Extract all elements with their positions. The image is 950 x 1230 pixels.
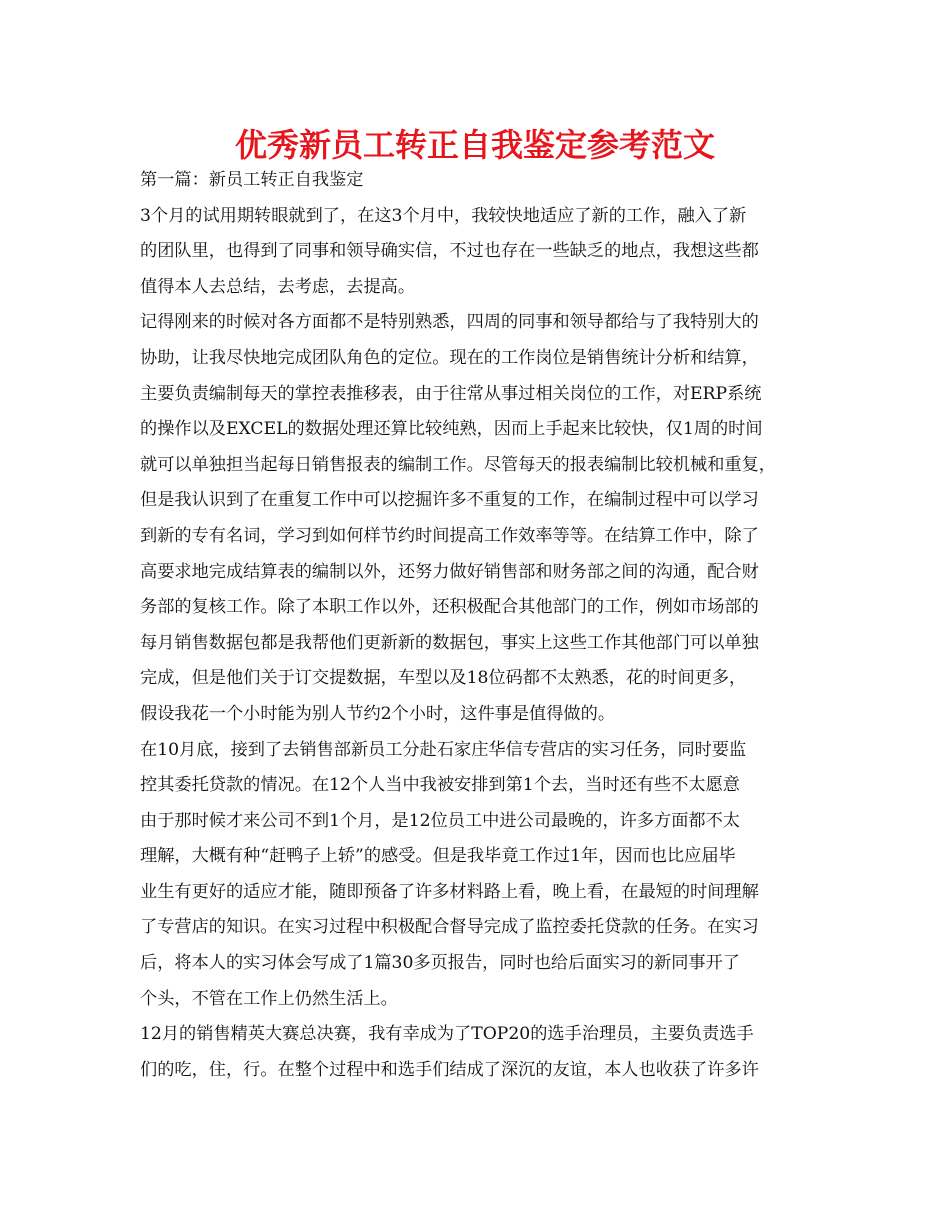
text-line: 理解，大概有种“赶鸭子上轿”的感受。但是我毕竟工作过1年，因而也比应届毕 [140, 846, 736, 867]
text-line: 主要负责编制每天的掌控表推移表，由于往常从事过相关岗位的工作，对ERP系统 [140, 383, 762, 404]
text-line: 控其委托贷款的情况。在12个人当中我被安排到第1个去，当时还有些不太愿意 [140, 775, 740, 796]
text-line: 的团队里，也得到了同事和领导确实信，不过也存在一些缺乏的地点，我想这些都 [140, 241, 759, 262]
text-line: 后，将本人的实习体会写成了1篇30多页报告，同时也给后面实习的新同事开了 [140, 953, 740, 974]
text-line: 了专营店的知识。在实习过程中积极配合督导完成了监控委托贷款的任务。在实习 [140, 917, 759, 938]
text-line: 每月销售数据包都是我帮他们更新新的数据包，事实上这些工作其他部门可以单独 [140, 632, 759, 653]
text-line: 假设我花一个小时能为别人节约2个小时，这件事是值得做的。 [140, 703, 616, 724]
document-body [140, 163, 820, 1088]
text-line: 到新的专有名词，学习到如何样节约时间提高工作效率等等。在结算工作中，除了 [140, 525, 759, 546]
text-line: 记得刚来的时候对各方面都不是特别熟悉，四周的同事和领导都给与了我特别大的 [140, 312, 759, 333]
text-line: 在10月底，接到了去销售部新员工分赴石家庄华信专营店的实习任务，同时要监 [140, 739, 747, 760]
text-line: 但是我认识到了在重复工作中可以挖掘许多不重复的工作，在编制过程中可以学习 [140, 490, 759, 511]
text-line: 协助，让我尽快地完成团队角色的定位。现在的工作岗位是销售统计分析和结算， [140, 347, 759, 368]
text-line: 们的吃，住，行。在整个过程中和选手们结成了深沉的友谊，本人也收获了许多许 [140, 1059, 759, 1080]
text-line: 务部的复核工作。除了本职工作以外，还积极配合其他部门的工作，例如市场部的 [140, 597, 759, 618]
text-line: 高要求地完成结算表的编制以外，还努力做好销售部和财务部之间的沟通，配合财 [140, 561, 759, 582]
text-line: 个头，不管在工作上仍然生活上。 [140, 988, 398, 1009]
text-line: 就可以单独担当起每日销售报表的编制工作。尽管每天的报表编制比较机械和重复， [140, 454, 776, 475]
text-line: 业生有更好的适应才能，随即预备了许多材料路上看，晚上看，在最短的时间理解 [140, 881, 759, 902]
text-line: 3个月的试用期转眼就到了，在这3个月中，我较快地适应了新的工作，融入了新 [140, 205, 747, 226]
document-title: 优秀新员工转正自我鉴定参考范文 [234, 126, 715, 164]
text-line: 12月的销售精英大赛总决赛，我有幸成为了TOP20的选手治理员，主要负责选手 [140, 1024, 754, 1045]
text-line: 值得本人去总结，去考虑，去提高。 [140, 276, 416, 297]
text-line: 的操作以及EXCEL的数据处理还算比较纯熟，因而上手起来比较快，仅1周的时间 [140, 419, 763, 440]
text-line: 第一篇：新员工转正自我鉴定 [140, 170, 364, 190]
text-line: 由于那时候才来公司不到1个月，是12位员工中进公司最晚的，许多方面都不太 [140, 810, 740, 831]
text-line: 完成，但是他们关于订交提数据，车型以及18位码都不太熟悉，花的时间更多， [140, 668, 747, 689]
